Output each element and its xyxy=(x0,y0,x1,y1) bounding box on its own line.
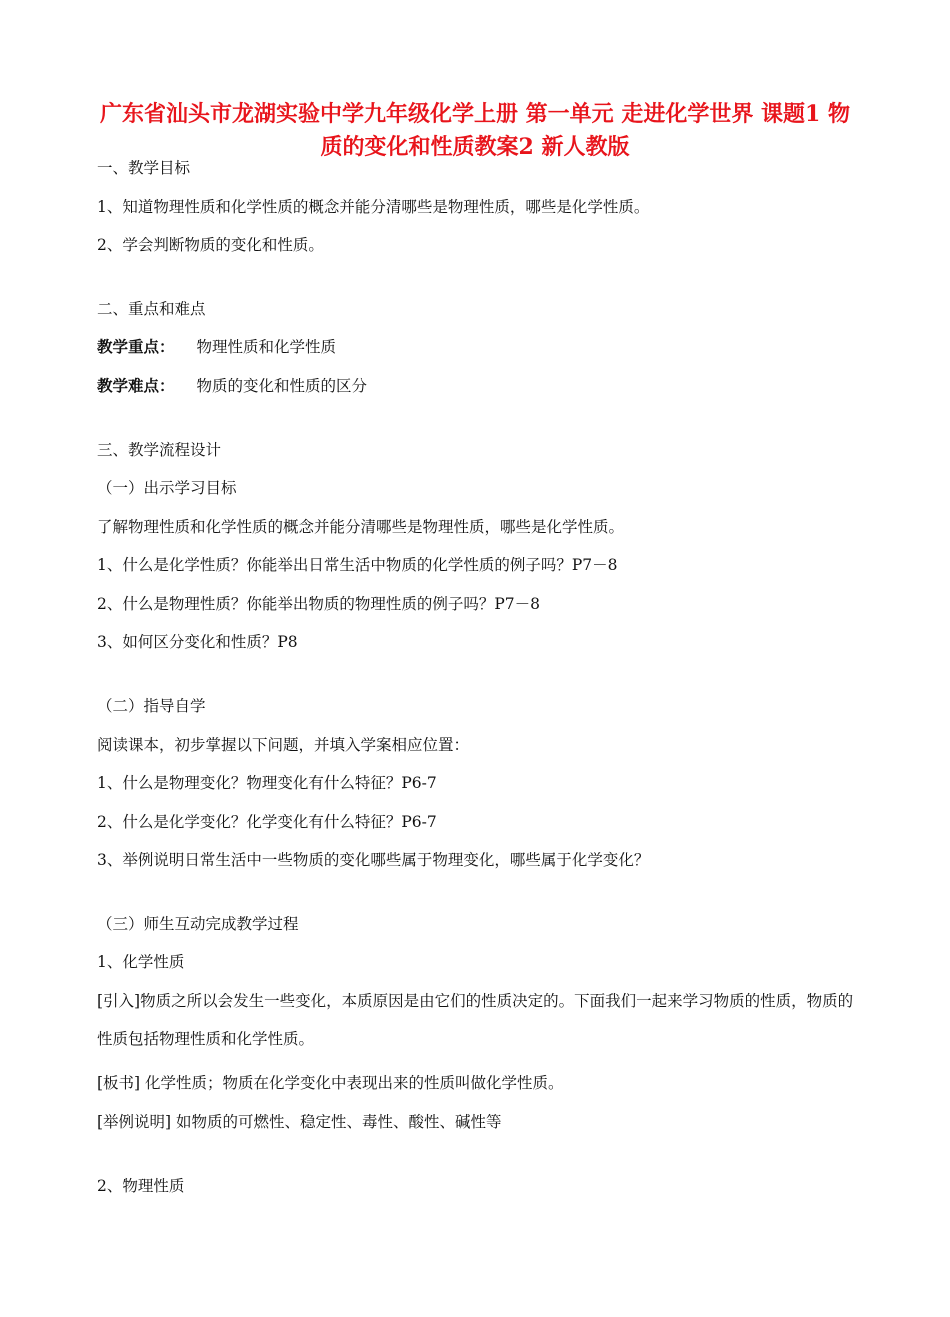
objective-2: 2、学会判断物质的变化和性质。 xyxy=(97,236,324,254)
physical-property-heading: 2、物理性质 xyxy=(97,1177,185,1195)
objective-1: 1、知道物理性质和化学性质的概念并能分清哪些是物理性质，哪些是化学性质。 xyxy=(97,198,650,216)
key-point-row xyxy=(97,336,336,358)
key-point-text: 物理性质和化学性质 xyxy=(196,338,337,356)
board-note: [板书] 化学性质；物质在化学变化中表现出来的性质叫做化学性质。 xyxy=(97,1074,564,1092)
chemical-property-heading: 1、化学性质 xyxy=(97,953,185,971)
subsection-2-question-1: 1、什么是物理变化？物理变化有什么特征？P6-7 xyxy=(97,774,437,792)
document-title: 广东省汕头市龙湖实验中学九年级化学上册 第一单元 走进化学世界 课题1 物质的变化和性质教案2 新人教版 xyxy=(100,101,850,160)
key-point-label: 教学重点： xyxy=(97,337,175,356)
section-1-heading: 一、教学目标 xyxy=(97,159,191,177)
subsection-1-heading: （一）出示学习目标 xyxy=(97,479,237,497)
difficulty-text: 物质的变化和性质的区分 xyxy=(196,377,368,395)
subsection-2-question-3: 3、举例说明日常生活中一些物质的变化哪些属于物理变化，哪些属于化学变化？ xyxy=(97,851,650,869)
subsection-3-heading: （三）师生互动完成教学过程 xyxy=(97,915,299,933)
example-note: [举例说明] 如物质的可燃性、稳定性、毒性、酸性、碱性等 xyxy=(97,1113,502,1131)
intro-paragraph: [引入]物质之所以会发生一些变化，本质原因是由它们的性质决定的。下面我们一起来学习物质的性质，物质的性质包括物理性质和化学性质。 xyxy=(97,992,854,1048)
subsection-1-question-3: 3、如何区分变化和性质？P8 xyxy=(97,633,298,651)
section-3-heading: 三、教学流程设计 xyxy=(97,441,222,459)
subsection-1-intro: 了解物理性质和化学性质的概念并能分清哪些是物理性质，哪些是化学性质。 xyxy=(97,518,625,536)
subsection-2-intro: 阅读课本，初步掌握以下问题，并填入学案相应位置： xyxy=(97,736,470,754)
subsection-2-question-2: 2、什么是化学变化？化学变化有什么特征？P6-7 xyxy=(97,813,437,831)
subsection-1-question-2: 2、什么是物理性质？你能举出物质的物理性质的例子吗？P7－8 xyxy=(97,595,541,613)
subsection-1-question-1: 1、什么是化学性质？你能举出日常生活中物质的化学性质的例子吗？P7－8 xyxy=(97,556,618,574)
difficulty-label: 教学难点： xyxy=(97,376,175,395)
section-2-heading: 二、重点和难点 xyxy=(97,300,206,318)
subsection-2-heading: （二）指导自学 xyxy=(97,697,206,715)
difficulty-row xyxy=(97,375,367,397)
